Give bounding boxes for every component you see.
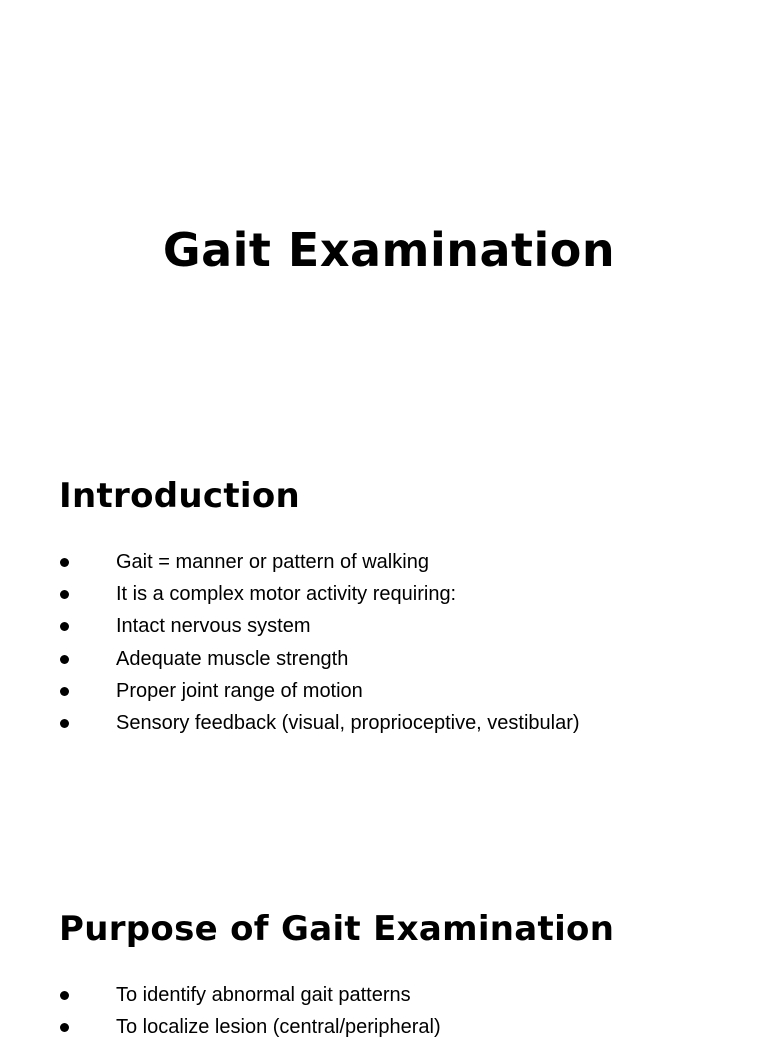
bullet-icon bbox=[60, 1023, 69, 1032]
document-title: Gait Examination bbox=[162, 223, 616, 277]
bullet-icon bbox=[60, 687, 69, 696]
bullet-icon bbox=[60, 991, 69, 1000]
list-item-text: To identify abnormal gait patterns bbox=[116, 984, 411, 1006]
list-item-text: Proper joint range of motion bbox=[116, 679, 363, 702]
list-item bbox=[59, 675, 580, 707]
section-heading-introduction: Introduction bbox=[59, 476, 301, 516]
bullet-icon bbox=[60, 719, 69, 728]
list-item bbox=[59, 610, 580, 642]
list-item bbox=[59, 643, 580, 675]
list-item bbox=[59, 546, 580, 578]
bullet-icon bbox=[60, 558, 69, 567]
list-item bbox=[59, 979, 441, 1011]
list-item-text: It is a complex motor activity requiring: bbox=[116, 583, 457, 606]
list-item-text: Adequate muscle strength bbox=[116, 647, 349, 670]
list-item bbox=[59, 578, 580, 610]
list-item bbox=[59, 707, 580, 739]
list-item-text: Gait = manner or pattern of walking bbox=[116, 551, 429, 573]
list-item-text: Intact nervous system bbox=[116, 615, 311, 638]
bullet-icon bbox=[60, 590, 69, 599]
bullet-icon bbox=[60, 655, 69, 664]
bullet-icon bbox=[60, 622, 69, 631]
list-item-text: Sensory feedback (visual, proprioceptive, vestibular) bbox=[116, 712, 580, 735]
introduction-bullet-list bbox=[59, 546, 580, 739]
list-item-text: To localize lesion (central/peripheral) bbox=[116, 1016, 441, 1039]
list-item bbox=[59, 1011, 441, 1043]
purpose-bullet-list bbox=[59, 979, 441, 1043]
section-heading-purpose: Purpose of Gait Examination bbox=[59, 909, 615, 949]
